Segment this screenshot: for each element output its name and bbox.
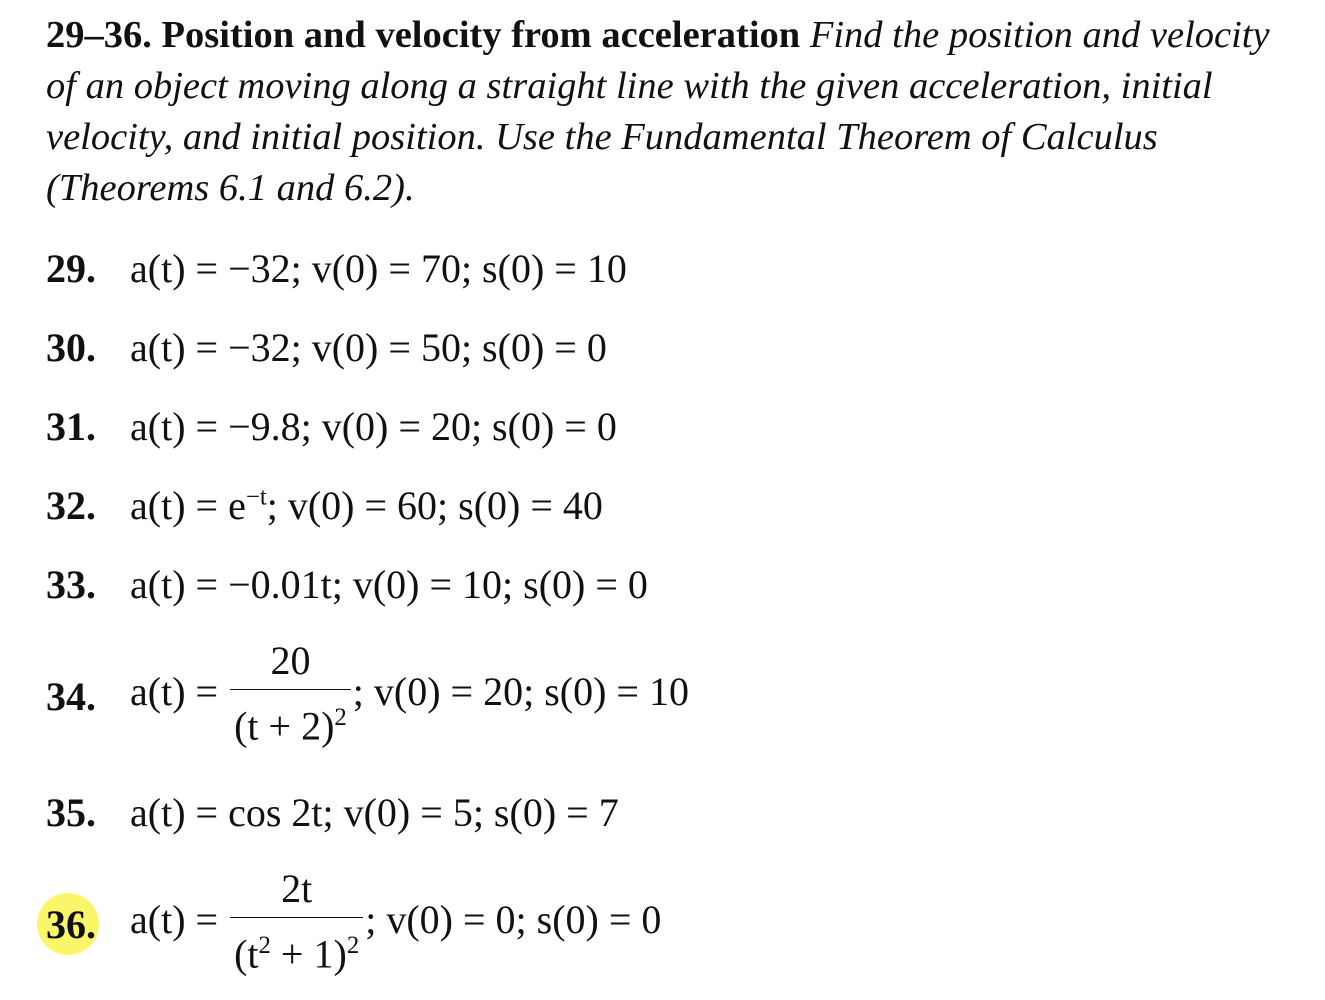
- expression-rest: ; v(0) = 20; s(0) = 10: [352, 669, 689, 715]
- fraction: [230, 865, 363, 978]
- problem-30: [46, 317, 1296, 377]
- denominator-power: 2: [334, 704, 347, 732]
- problem-number: 29.: [46, 245, 96, 291]
- fraction: [230, 637, 351, 750]
- problem-number: 33.: [46, 561, 96, 607]
- problem-33: [46, 554, 1296, 614]
- problem-34: [46, 638, 1296, 749]
- fraction-numerator: 2t: [281, 866, 313, 912]
- problem-number: 34.: [46, 673, 96, 719]
- problem-expression: a(t) = −0.01t; v(0) = 10; s(0) = 0: [130, 561, 648, 607]
- expression-lhs: a(t) = e: [130, 482, 246, 528]
- problem-31: [46, 396, 1296, 456]
- problem-number: 30.: [46, 324, 96, 370]
- fraction-denominator: [230, 689, 351, 750]
- expression-lhs: a(t) =: [130, 669, 219, 715]
- problem-expression: a(t) = −9.8; v(0) = 20; s(0) = 0: [130, 403, 617, 449]
- exercise-instructions: Find the position and velocity of an object moving along a straight line with the given acceleration, initial velocity, and initial position. Use the Fundamental Theorem of Calculus (Theorems 6.1 and 6.2).: [46, 14, 1270, 209]
- problem-number-highlighted: 36.: [46, 901, 130, 948]
- denominator-close: + 1): [270, 931, 347, 977]
- expression-rest: ; v(0) = 60; s(0) = 40: [266, 482, 603, 528]
- problem-expression: [130, 867, 661, 980]
- problem-expression: a(t) = −32; v(0) = 50; s(0) = 0: [130, 324, 607, 370]
- denominator-base: (t + 2): [234, 703, 335, 749]
- expression-rest: ; v(0) = 0; s(0) = 0: [365, 897, 662, 943]
- problem-expression: a(t) = −32; v(0) = 70; s(0) = 10: [130, 245, 627, 291]
- problem-number: 35.: [46, 789, 96, 835]
- problem-number: 31.: [46, 403, 96, 449]
- problem-35: [46, 782, 1296, 842]
- exponent: −t: [245, 483, 267, 511]
- fraction-numerator: 20: [270, 638, 311, 684]
- problem-number: 32.: [46, 482, 96, 528]
- problem-29: [46, 238, 1296, 298]
- inner-power: 2: [258, 932, 271, 960]
- problem-expression: [130, 482, 603, 529]
- section-heading: 29–36. Position and velocity from acceleration: [46, 14, 801, 56]
- problem-expression: [130, 639, 689, 752]
- problem-36: [46, 866, 1296, 977]
- fraction-denominator: [230, 917, 363, 978]
- exercise-intro: [46, 10, 1296, 214]
- denominator-power: 2: [346, 932, 360, 960]
- expression-lhs: a(t) =: [130, 897, 219, 943]
- denominator-open: (t: [234, 931, 259, 977]
- problem-32: [46, 475, 1296, 535]
- problem-expression: a(t) = cos 2t; v(0) = 5; s(0) = 7: [130, 789, 619, 835]
